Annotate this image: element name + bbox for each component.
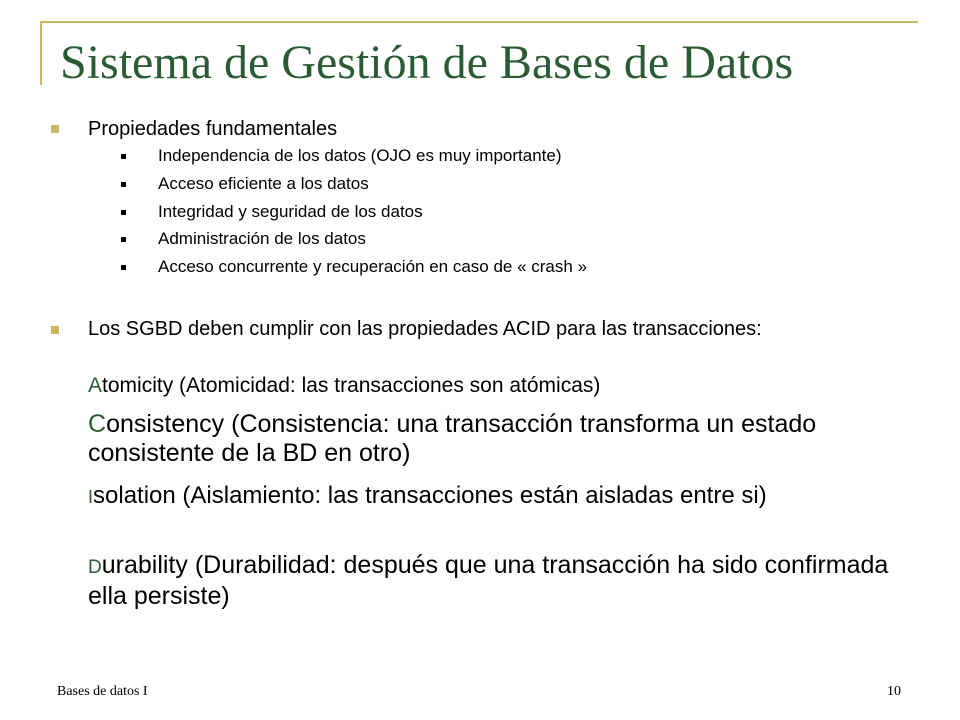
section1-item: Acceso eficiente a los datos — [158, 174, 369, 193]
footer-course-name: Bases de datos I — [57, 684, 148, 699]
page-number: 10 — [887, 684, 901, 699]
section1-item: Independencia de los datos (OJO es muy importante) — [158, 146, 562, 165]
sub-bullet-icon — [121, 154, 126, 159]
acid-item-atomicity — [88, 374, 898, 398]
section1-heading: Propiedades fundamentales — [88, 118, 338, 140]
acid-letter: C — [88, 410, 107, 438]
acid-item-durability — [88, 551, 898, 611]
acid-letter: I — [88, 487, 94, 507]
acid-item-isolation — [88, 482, 898, 511]
bullet-square-icon — [51, 125, 59, 133]
section2-heading: Los SGBD deben cumplir con las propiedades ACID para las transacciones: — [88, 318, 762, 340]
bullet-square-icon — [51, 326, 59, 334]
acid-text: tomicity (Atomicidad: las transacciones son atómicas) — [102, 374, 601, 397]
section1-item: Administración de los datos — [158, 229, 366, 248]
acid-text: urability (Durabilidad: después que una transacción ha sido confirmada ella persiste) — [88, 551, 889, 610]
acid-letter: A — [88, 374, 103, 397]
section1-item: Acceso concurrente y recuperación en caso de « crash » — [158, 257, 588, 276]
acid-text: onsistency (Consistencia: una transacción transforma un estado consistente de la BD en otro) — [88, 410, 817, 467]
acid-item-consistency — [88, 410, 898, 468]
sub-bullet-icon — [121, 182, 126, 187]
section1-item: Integridad y seguridad de los datos — [158, 202, 423, 221]
sub-bullet-icon — [121, 237, 126, 242]
sub-bullet-icon — [121, 265, 126, 270]
sub-bullet-icon — [121, 210, 126, 215]
acid-letter: D — [88, 557, 102, 578]
acid-text: solation (Aislamiento: las transacciones están aisladas entre si) — [93, 482, 767, 509]
slide-title: Sistema de Gestión de Bases de Datos — [60, 36, 794, 89]
